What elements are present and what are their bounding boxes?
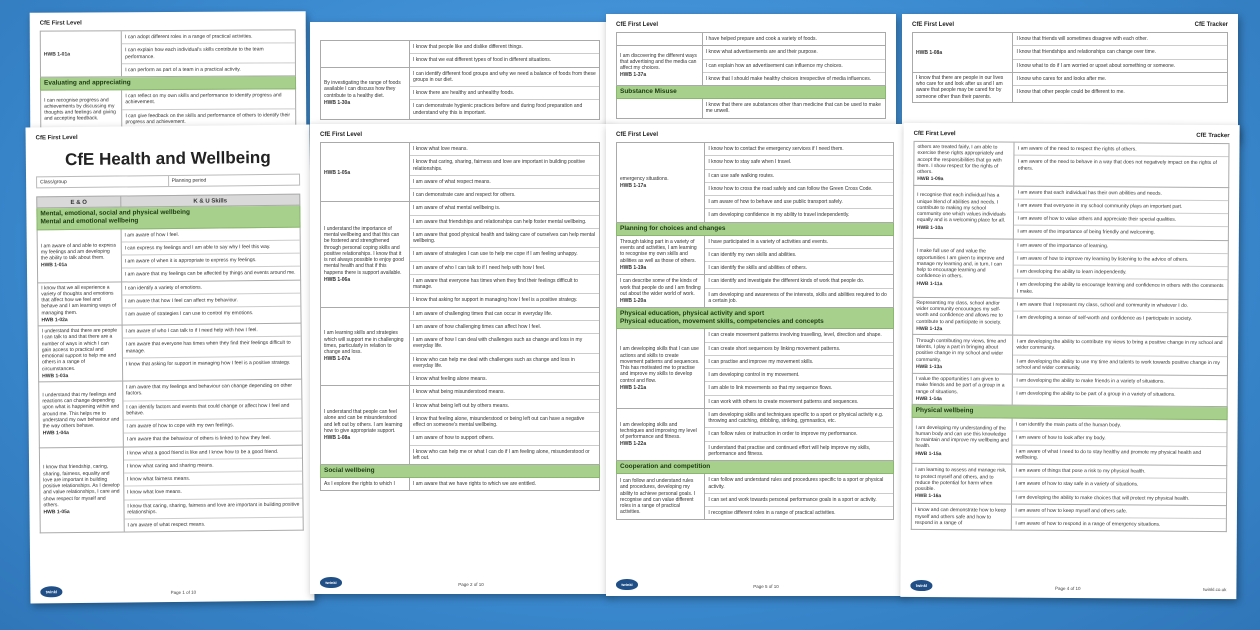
sheet-header-level: CfE First Level bbox=[35, 134, 78, 142]
eo-cell bbox=[914, 185, 1015, 238]
eo-code: HWB 1-07a bbox=[324, 356, 351, 363]
eo-code: HWB 1-04a bbox=[42, 430, 69, 437]
page-number: Page 5 of 10 bbox=[753, 584, 779, 590]
skill-item: I am aware that each individual has their own abilities and needs. bbox=[1015, 186, 1229, 201]
page-number: Page 1 of 10 bbox=[170, 590, 197, 596]
eo-text: I am learning to assess and manage risk, to protect myself and others, and to reduce the potential for harm when possible. bbox=[915, 467, 1007, 493]
eo-cell bbox=[321, 143, 410, 201]
skill-item: I am aware of how to stay safe in a variety of situations. bbox=[1013, 478, 1227, 493]
skill-item: I know that caring, sharing, fairness and love are important in building positive relationships. bbox=[124, 498, 302, 519]
skill-item: I can practise and improve my movement skills. bbox=[705, 356, 893, 369]
eo-code: HWB 1-20a bbox=[620, 298, 647, 304]
eo-code: HWB 1-11a bbox=[916, 280, 943, 287]
skill-item: I know what feeling alone means. bbox=[412, 376, 487, 382]
skill-item: I am aware of what respect means. bbox=[127, 521, 206, 529]
skill-item: I understand that practise and continued effort will help improve my skills, performance and fitness. bbox=[708, 444, 871, 457]
skill-item: I know that I should make healthy choices irrespective of media influences. bbox=[705, 75, 872, 82]
section-heading bbox=[616, 308, 894, 329]
skill-item: I am aware of strategies I can use to control my emotions. bbox=[125, 310, 254, 318]
section-heading: Physical wellbeing bbox=[912, 405, 1228, 420]
sheet-header-level: CfE First Level bbox=[912, 22, 955, 28]
skill-item: I am aware of challenging times that can occur in everyday life. bbox=[410, 308, 599, 321]
meta-row bbox=[36, 174, 300, 189]
eo-code: HWB 1-02a bbox=[41, 316, 68, 324]
skill-item: I can demonstrate hygienic practices before and during food preparation and understand why this is important. bbox=[412, 103, 583, 116]
skill-item: I am aware of what respect means. bbox=[410, 176, 599, 189]
eo-code: HWB 1-16a bbox=[915, 493, 942, 500]
section-heading: Planning for choices and changes bbox=[616, 223, 894, 236]
skill-item: I am aware that good physical health and taking care of ourselves can help mental wellbeing. bbox=[410, 229, 599, 249]
eo-code: HWB 1-12a bbox=[916, 325, 943, 332]
section-title: Physical education, physical activity and sport bbox=[620, 310, 765, 318]
skill-item: I am aware that my feelings can be affected by things and events around me. bbox=[124, 269, 296, 278]
skill-item: I am aware that friendships and relationships can help foster mental wellbeing. bbox=[410, 216, 599, 229]
skill-item: I know that people like and dislike different things. bbox=[410, 41, 599, 54]
eo-cell bbox=[913, 335, 1014, 374]
skill-item: I know that we eat different types of food in different situations. bbox=[412, 57, 552, 64]
eo-group bbox=[912, 298, 1228, 337]
eo-text: emergency situations. bbox=[620, 175, 669, 182]
eo-text: I am learning skills and strategies which will support me in challenging times, particularly in relation to change and loss. bbox=[324, 330, 404, 355]
sheet-header-tracker: CfE Tracker bbox=[1196, 132, 1230, 140]
twinkl-logo: twinkl bbox=[40, 586, 62, 597]
eo-cell bbox=[912, 464, 1013, 503]
eo-text: Through taking part in a variety of events and activities, I am learning to recognise my own skills and abilities as well as those of others. bbox=[620, 238, 697, 264]
eo-code: HWB 1-08a bbox=[916, 49, 943, 56]
skill-item: I am aware of how to behave and use public transport safely. bbox=[705, 196, 893, 209]
skill-item: I am aware of the importance of being friendly and welcoming. bbox=[1017, 228, 1155, 236]
skill-item: I can identify different food groups and why we need a balance of foods from these groups in our diet. bbox=[410, 68, 599, 88]
eo-text: I know that friendship, caring, sharing, fairness, equality and love are important in building positive relationships. As I develop and value relationships, I care and show respect for myself and others. bbox=[43, 464, 120, 509]
twinkl-logo: twinkl bbox=[616, 579, 638, 590]
skill-item: I know who can help me deal with challenges such as change and loss in everyday life. bbox=[410, 354, 599, 374]
skill-item: I am developing the ability to be part of a group in a variety of situations. bbox=[1016, 390, 1176, 398]
eo-code: HWB 1-05a bbox=[43, 509, 70, 516]
skill-item: I recognise different roles in a range of practical activities. bbox=[708, 510, 836, 516]
eo-cell bbox=[912, 504, 1013, 530]
skill-item: I know what a good friend is like and I know how to be a good friend. bbox=[124, 445, 302, 460]
front-sheet-4 bbox=[900, 123, 1239, 599]
skill-item: I can follow and understand rules and procedures specific to a sport or physical activity. bbox=[705, 474, 893, 494]
back-sheet-3 bbox=[606, 14, 896, 142]
skill-item: I can work with others to create movement patterns and sequences. bbox=[708, 398, 859, 405]
skill-item: I am aware of how to look after my body. bbox=[1013, 432, 1227, 447]
skill-item: I have participated in a variety of activities and events. bbox=[705, 236, 893, 249]
eo-group bbox=[911, 504, 1227, 533]
eo-group bbox=[37, 280, 301, 326]
eo-text: I value the opportunities I am given to make friends and be part of a group in a range of situations. bbox=[915, 375, 1005, 395]
skill-item: I know that other people could be different to me. bbox=[1016, 89, 1125, 95]
eo-text: By investigating the range of foods available I can discuss how they contribute to a healthy diet. bbox=[324, 80, 401, 99]
skill-item: I am aware of things that pose a risk to my physical health. bbox=[1013, 465, 1227, 480]
eo-cell bbox=[913, 298, 1014, 335]
section-title: Mental, emotional, social and physical wellbeing bbox=[40, 209, 190, 218]
eo-text: I am developing my understanding of the human body and can use this knowledge to maintain and improve my wellbeing and health. bbox=[915, 424, 1009, 450]
eo-cell bbox=[913, 238, 1014, 297]
eo-cell bbox=[39, 325, 123, 381]
skill-item: I am aware of how to value others and appreciate their special qualities. bbox=[1014, 213, 1228, 228]
page-number: Page 4 of 10 bbox=[1054, 586, 1081, 592]
section-heading: Substance Misuse bbox=[616, 86, 886, 99]
front-sheet-2 bbox=[310, 124, 610, 594]
eo-code: HWB 1-15a bbox=[915, 450, 942, 457]
skill-item: I am aware of the importance of learning. bbox=[1014, 239, 1228, 254]
eo-group bbox=[320, 143, 600, 202]
eo-group bbox=[616, 275, 894, 308]
skill-item: I can set and work towards personal performance goals in a sport or activity. bbox=[705, 494, 893, 507]
skill-item: I am aware of who I can talk to if I need help with how I feel. bbox=[410, 262, 599, 275]
skill-item: I know what to do if I am worried or upset about something or someone. bbox=[1016, 62, 1176, 69]
eo-text bbox=[321, 41, 410, 67]
skill-item: I am developing confidence in my ability to travel independently. bbox=[708, 212, 850, 219]
eo-code: HWB 1-19a bbox=[620, 264, 647, 271]
eo-cell bbox=[617, 474, 705, 519]
skill-item: I know that friendships and relationships can change over time. bbox=[1013, 46, 1227, 59]
twinkl-logo: twinkl bbox=[910, 580, 932, 591]
eo-code: HWB 1-03a bbox=[42, 372, 69, 380]
eo-code: HWB 1-09a bbox=[917, 176, 944, 183]
skill-item: I know that friends will sometimes disagree with each other. bbox=[1013, 33, 1227, 46]
skill-item: I know what advertisements are and their purpose. bbox=[703, 46, 885, 59]
eo-code: HWB 1-17a bbox=[620, 182, 647, 189]
skill-item: I am aware of how to keep myself and others safe. bbox=[1012, 504, 1226, 519]
skill-item: I am aware that the behaviour of others is linked to how they feel. bbox=[126, 435, 271, 443]
eo-cell bbox=[321, 386, 410, 464]
skill-item: I am aware that we have rights to which we are entitled. bbox=[412, 481, 537, 488]
skill-item: I am developing control in my movement. bbox=[705, 369, 893, 382]
back-sheet-1 bbox=[30, 11, 307, 142]
skill-item: I can identify my own skills and abilities. bbox=[705, 249, 893, 262]
eo-text: Representing my class, school and/or wider community encourages my self-worth and confidence and allows me to contribute to and participate in society. bbox=[916, 299, 1003, 326]
page-number: Page 2 of 10 bbox=[458, 582, 484, 588]
eo-group bbox=[38, 380, 303, 448]
skill-item: I can identify the main parts of the human body. bbox=[1013, 419, 1227, 434]
skill-item: I can identify and investigate the different kinds of work that people do. bbox=[705, 275, 893, 288]
skill-item: I can give feedback on the skills and performance of others to identify their progress and achievement. bbox=[125, 111, 291, 126]
eo-cell bbox=[617, 143, 705, 222]
eo-text: I know and can demonstrate how to keep myself and others safe and how to respond in a range of bbox=[914, 507, 1007, 527]
eo-text: I am developing skills and techniques and improving my level of performance and fitness. bbox=[620, 421, 697, 440]
eo-cell bbox=[38, 229, 122, 282]
skill-item: I am aware of the need to behave in a way that does not negatively impact on the rights of others. bbox=[1017, 158, 1217, 172]
sheet-header-level: CfE First Level bbox=[320, 132, 363, 138]
eo-text: I can follow and understand rules and procedures, developing my ability to achieve personal goals. I recognise and can value different roles in a range of practical activities. bbox=[620, 478, 696, 516]
skill-item: I am aware that everyone has times when they find their feelings difficult to manage. bbox=[123, 337, 301, 358]
page-title: CfE Health and Wellbeing bbox=[64, 147, 271, 170]
skill-item: I know who cares for and looks after me. bbox=[1013, 73, 1227, 86]
eo-code: HWB 1-10a bbox=[916, 224, 944, 231]
eo-code: HWB 1-13a bbox=[915, 363, 943, 370]
eo-text: I know that there are people in our lives who care for and look after us and I am aware that people may be cared for by someone other than their parents. bbox=[913, 73, 1013, 102]
eo-cell bbox=[40, 447, 125, 533]
skill-item: I can create movement patterns involving travelling, level, direction and shape. bbox=[705, 329, 893, 342]
eo-text: I can recognise progress and achievements by discussing my thoughts and feelings and giving and accepting feedback. bbox=[41, 90, 122, 128]
skill-item: I know what caring and sharing means. bbox=[124, 458, 302, 473]
website: twinkl.co.uk bbox=[1203, 587, 1227, 593]
skill-item: I am developing the ability to encourage learning and confidence in others with the comments I make. bbox=[1016, 281, 1224, 295]
eo-group bbox=[39, 445, 304, 534]
skill-item: I can follow rules or instruction in order to improve my performance. bbox=[705, 428, 893, 441]
skill-item: I know what love means. bbox=[124, 485, 302, 500]
skill-item: I am aware of the need to respect the rights of others. bbox=[1015, 143, 1229, 158]
eo-cell bbox=[321, 202, 410, 306]
eo-text: I am aware of and able to express my feelings and am developing the ability to talk about them. bbox=[40, 242, 117, 262]
eo-text: I can describe some of the kinds of work that people do and I am finding out about the wider world of work. bbox=[620, 278, 701, 297]
skill-item: I have helped prepare and cook a variety of foods. bbox=[705, 36, 817, 42]
skill-item: I know what fairness means. bbox=[124, 472, 302, 487]
twinkl-logo: twinkl bbox=[320, 577, 342, 588]
skill-item: I can identify the skills and abilities of others. bbox=[708, 265, 807, 272]
skill-item: I am aware of how challenging times can affect how I feel. bbox=[410, 321, 599, 334]
eo-code: HWB 1-01a bbox=[40, 262, 68, 269]
eo-group bbox=[616, 143, 894, 223]
eo-group bbox=[37, 227, 302, 283]
eo-text: I know that we all experience a variety of thoughts and emotions that affect how we feel and behave and I am learning ways of managing them. bbox=[41, 284, 117, 316]
skill-item: I am developing the ability to learn independently. bbox=[1014, 266, 1228, 281]
skill-item: I know what love means. bbox=[410, 143, 599, 156]
eo-text: I recognise that each individual has a unique blend of abilities and needs. I contribute to making my school community one which values individuals equally and is a welcoming place for all. bbox=[916, 192, 1006, 224]
eo-group bbox=[913, 142, 1229, 188]
section-heading: Evaluating and appreciating bbox=[40, 76, 296, 90]
skill-item: I can adopt different roles in a range of practical activities. bbox=[122, 30, 295, 44]
eo-text: I understand that there are people I can talk to and that there are a number of ways in which I can gain access to practical and emotional support to help me and others in a range of circumstances. bbox=[41, 327, 118, 372]
eo-text: As I explore the rights to which I bbox=[321, 478, 410, 490]
eo-group bbox=[616, 236, 894, 276]
eo-group bbox=[320, 386, 600, 465]
section-heading: Social wellbeing bbox=[320, 465, 600, 478]
skill-item: I am developing skills and techniques specific to a sport or physical activity e.g. throwing and catching, dribbling, striking, gymnastics, etc. bbox=[705, 409, 893, 429]
skill-item: I can perform as part of a team in a practical activity. bbox=[125, 66, 241, 73]
skill-item: I know how to contact the emergency services if I need them. bbox=[705, 143, 893, 156]
sheet-header-level: CfE First Level bbox=[616, 22, 659, 28]
skill-item: I am aware of how to improve my learning by listening to the advice of others. bbox=[1014, 252, 1228, 267]
skill-item: I am developing a sense of self-worth and confidence as I participate in society. bbox=[1016, 314, 1193, 322]
eo-group bbox=[912, 238, 1228, 299]
eo-code: HWB 1-05a bbox=[324, 169, 351, 176]
skill-item: I can explain how each individual's skills contribute to the team performance. bbox=[122, 44, 295, 64]
eo-code: HWB 1-14a bbox=[915, 395, 942, 402]
skill-item: I am developing the ability to make choices that will protect my physical health. bbox=[1015, 494, 1190, 502]
eo-cell bbox=[913, 374, 1014, 405]
skill-item: I know what being misunderstood means. bbox=[410, 386, 599, 399]
skill-item: I am developing the ability to use my time and talents to work towards positive change in my school and wider community. bbox=[1016, 358, 1220, 371]
skill-item: I know there are healthy and unhealthy foods. bbox=[410, 87, 599, 100]
skill-item: I am aware of how I can deal with challenges such as change and loss in my everyday life. bbox=[410, 334, 599, 354]
eo-cell bbox=[617, 329, 705, 408]
planning-period-field[interactable]: Planning period bbox=[171, 177, 207, 185]
skill-item: I can identify factors and events that could change or affect how I feel and behave. bbox=[123, 399, 301, 420]
eo-text: Through contributing my views, time and talents, I play a part in bringing about positive change in my school and wider community. bbox=[915, 337, 1006, 363]
eo-cell bbox=[617, 236, 705, 275]
eo-text: I understand the importance of mental wellbeing and that this can be fostered and strengthened through personal coping skills and positive relationships. I know that it is not always possible to enjoy good mental health and that if this happens there is support available. bbox=[324, 225, 404, 276]
class-group-field[interactable]: Class/group bbox=[37, 176, 169, 187]
skill-item: I am aware that I represent my class, school and community in whatever I do. bbox=[1014, 298, 1228, 313]
eo-cell bbox=[914, 142, 1015, 185]
skill-item: I know that feeling alone, misunderstood or being left out can have a negative effect on someone's mental wellbeing. bbox=[410, 413, 599, 433]
skill-item: I can explain how an advertisement can influence my choices. bbox=[703, 60, 885, 73]
section-heading bbox=[36, 206, 300, 230]
skill-item: I am aware of when it is appropriate to express my feelings. bbox=[122, 254, 300, 269]
sheet-header-level: CfE First Level bbox=[913, 130, 956, 138]
eo-group bbox=[911, 464, 1227, 506]
eo-group bbox=[320, 202, 600, 307]
eo-group bbox=[38, 324, 303, 383]
skill-item: I know that there are substances other than medicine that can be used to make me unwell. bbox=[705, 102, 881, 115]
eo-code: HWB 1-22a bbox=[620, 441, 647, 448]
eo-code: HWB 1-37a bbox=[620, 72, 647, 79]
eo-cell bbox=[912, 418, 1013, 464]
skill-item: I know who can help me or what I can do if I am feeling alone, misunderstood or left out. bbox=[412, 448, 590, 461]
eo-cell bbox=[617, 409, 705, 460]
skill-item: I am aware of what mental wellbeing is. bbox=[410, 202, 599, 215]
skill-item: I know what being left out by others means. bbox=[410, 400, 599, 413]
section-subtitle: Mental and emotional wellbeing bbox=[40, 217, 139, 226]
eo-group bbox=[320, 308, 600, 387]
eo-group bbox=[616, 409, 894, 461]
eo-cell bbox=[617, 275, 705, 307]
eo-text: I am developing skills that I can use actions and skills to create movement patterns and sequences. This has motivated me to practise and improve my skills to develop control and flow. bbox=[620, 346, 700, 384]
eo-group bbox=[616, 474, 894, 520]
column-eo: E & O bbox=[37, 197, 121, 208]
skill-item: I am developing the ability to contribute my views to bring a positive change in my school and wider community. bbox=[1014, 336, 1228, 357]
skill-item: I can use safe walking routes. bbox=[705, 170, 893, 183]
skill-item: I am aware of what I need to do to stay healthy and promote my physical health and wellbeing. bbox=[1015, 448, 1202, 461]
skill-item: I am aware of how I feel. bbox=[121, 227, 299, 242]
eo-code: HWB 1-06a bbox=[324, 276, 351, 283]
eo-text: I make full use of and value the opportunities I am given to improve and manage my learning and, in turn, I can help to encourage learning and confidence in others. bbox=[916, 248, 1005, 280]
skill-item: I can demonstrate care and respect for others. bbox=[412, 192, 516, 198]
section-subtitle: Physical education, movement skills, competencies and concepts bbox=[620, 318, 824, 326]
skill-item: I am aware of how to cope with my own feelings. bbox=[123, 419, 301, 434]
skill-item: I am aware that everyone in my school community plays an important part. bbox=[1015, 199, 1229, 214]
eo-text: I understand that my feelings and reactions can change depending upon what is happening within and around me. This helps me to understand my own behaviour and the way others behave. bbox=[42, 391, 120, 430]
front-sheet-3 bbox=[606, 124, 904, 596]
eo-group bbox=[912, 335, 1228, 376]
skill-item: I know how to stay safe when I travel. bbox=[705, 156, 893, 169]
skill-item: I am aware that how I feel can affect my behaviour. bbox=[122, 293, 300, 308]
skill-item: I am aware of strategies I can use to help me cope if I am feeling unhappy. bbox=[410, 248, 599, 261]
eo-code: HWB 1-30a bbox=[324, 99, 351, 106]
skill-item: I am aware of who I can talk to if I need help with how I feel. bbox=[122, 324, 300, 339]
skill-item: I am aware of how to respond in a range of emergency situations. bbox=[1015, 520, 1161, 528]
skill-item: I am developing and awareness of the interests, skills and abilities required to do a certain job. bbox=[708, 291, 887, 304]
eo-group bbox=[616, 329, 894, 409]
eo-text bbox=[617, 33, 703, 45]
skill-item: I know that asking for support in managing how I feel is a positive strategy. bbox=[125, 359, 291, 368]
front-sheet-1 bbox=[26, 125, 315, 604]
skill-item: I can express my feelings and I am able to say why I feel this way. bbox=[122, 240, 300, 255]
eo-code: HWB 1-01a bbox=[43, 51, 71, 58]
skill-item: I am developing the ability to make friends in a variety of situations. bbox=[1013, 375, 1227, 390]
skill-item: I can identify a variety of emotions. bbox=[122, 280, 300, 295]
column-skills: K & U Skills bbox=[193, 198, 228, 205]
skill-item: I am aware that my feelings and behaviour can change depending on other factors. bbox=[123, 380, 301, 401]
skill-item: I can create short sequences by linking movement patterns. bbox=[705, 343, 893, 356]
eo-cell bbox=[321, 308, 410, 386]
skill-item: I am able to link movements so that my sequence flows. bbox=[705, 382, 893, 395]
skill-item: I am aware of how to support others. bbox=[410, 432, 599, 445]
skill-item: I can reflect on my own skills and performance to identify progress and achievement. bbox=[122, 89, 295, 109]
eo-cell bbox=[39, 381, 123, 446]
section-heading: Cooperation and competition bbox=[616, 461, 894, 474]
eo-cell bbox=[38, 282, 122, 325]
sheet-header-level: CfE First Level bbox=[616, 132, 659, 138]
eo-text: I am discovering the different ways that advertising and the media can affect my choices. bbox=[620, 52, 697, 72]
sheet-header-level: CfE First Level bbox=[39, 20, 82, 27]
eo-group bbox=[912, 374, 1228, 407]
skill-item: I am aware that everyone has times when they find their feelings difficult to manage. bbox=[410, 275, 599, 295]
skill-item: I know that asking for support in managing how I feel is a positive strategy. bbox=[412, 297, 578, 304]
skill-item: I know that caring, sharing, fairness and love are important in building positive relationships. bbox=[410, 156, 599, 176]
eo-group bbox=[911, 418, 1227, 466]
skill-item: I know how to cross the road safely and can follow the Green Cross Code. bbox=[705, 183, 893, 196]
sheet-header-tracker: CfE Tracker bbox=[1194, 22, 1228, 28]
eo-code: HWB 1-08a bbox=[324, 435, 351, 441]
eo-code: HWB 1-21a bbox=[620, 384, 647, 391]
eo-group bbox=[913, 185, 1229, 240]
eo-text: others are treated fairly, I am able to exercise these rights appropriately and accept the responsibilities that go with them. I show respect for the rights of others. bbox=[917, 143, 1004, 176]
eo-text: I understand that people can feel alone and can be misunderstood and left out by others. I am learning how to give appropriate support. bbox=[324, 409, 403, 434]
